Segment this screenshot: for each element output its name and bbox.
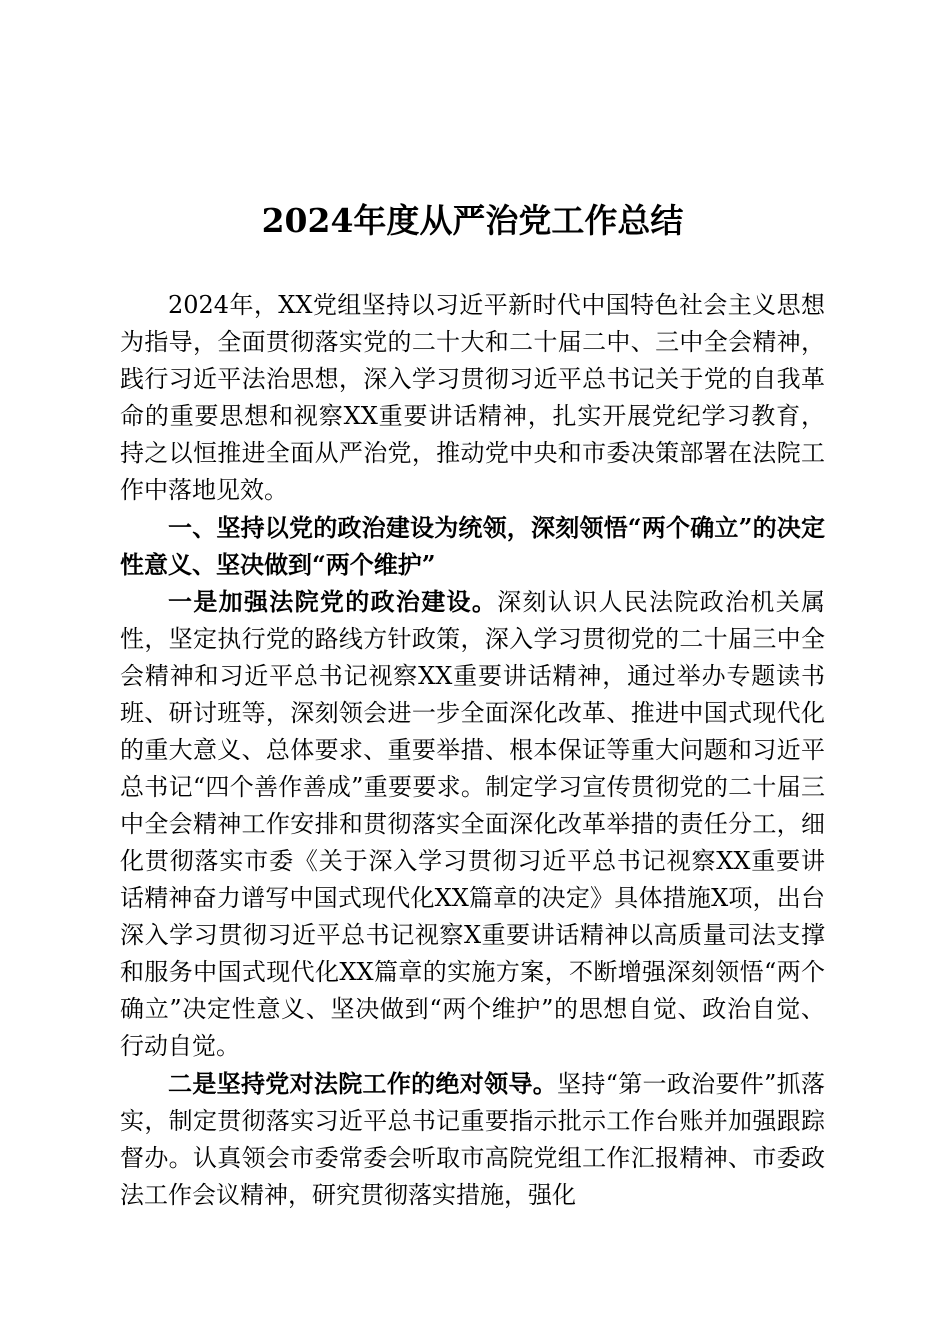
document-title: 2024年度从严治党工作总结 <box>261 201 684 240</box>
intro-paragraph <box>120 287 825 509</box>
paragraph-text: 深刻认识人民法院政治机关属性，坚定执行党的路线方针政策，深入学习贯彻党的二十届三中全会精神和习近平总书记视察XX重要讲话精神，通过举办专题读书班、研讨班等，深刻领会进一步全面深化改革、推进中国式现代化的重大意义、总体要求、重要举措、根本保证等重大问题和习近平总书记“四个善作善成”重要要求。制定学习宣传贯彻党的二十届三中全会精神工作安排和贯彻落实全面深化改革举措的责任分工，细化贯彻落实市委《关于深入学习贯彻习近平总书记视察XX重要讲话精神奋力谱写中国式现代化XX篇章的决定》具体措施X项，出台深入学习贯彻习近平总书记视察X重要讲话精神以高质量司法支撑和服务中国式现代化XX篇章的实施方案，不断增强深刻领悟“两个确立”决定性意义、坚决做到“两个维护”的思想自觉、政治自觉、行动自觉。 <box>120 588 826 1060</box>
paragraph-lead: 二是坚持党对法院工作的绝对领导。 <box>168 1069 558 1098</box>
paragraph-text: 坚持“第一政治要件”抓落实，制定贯彻落实习近平总书记重要指示批示工作台账并加强跟踪督办。认真领会市委常委会听取市高院党组工作汇报精神、市委政法工作会议精神，研究贯彻落实措施，强化 <box>120 1070 825 1209</box>
document-body <box>120 287 825 1214</box>
paragraph-lead: 一是加强法院党的政治建设。 <box>168 587 498 616</box>
section1-paragraph-2 <box>120 1065 825 1214</box>
section-heading-1: 一、坚持以党的政治建设为统领，深刻领悟“两个确立”的决定性意义、坚决做到“两个维护” <box>120 513 825 579</box>
section1-paragraph-1 <box>120 583 825 1065</box>
intro-paragraph-text: 2024年，XX党组坚持以习近平新时代中国特色社会主义思想为指导，全面贯彻落实党的二十大和二十届二中、三中全会精神，践行习近平法治思想，深入学习贯彻习近平总书记关于党的自我革命的重要思想和视察XX重要讲话精神，扎实开展党纪学习教育，持之以恒推进全面从严治党，推动党中央和市委决策部署在法院工作中落地见效。 <box>120 291 825 504</box>
